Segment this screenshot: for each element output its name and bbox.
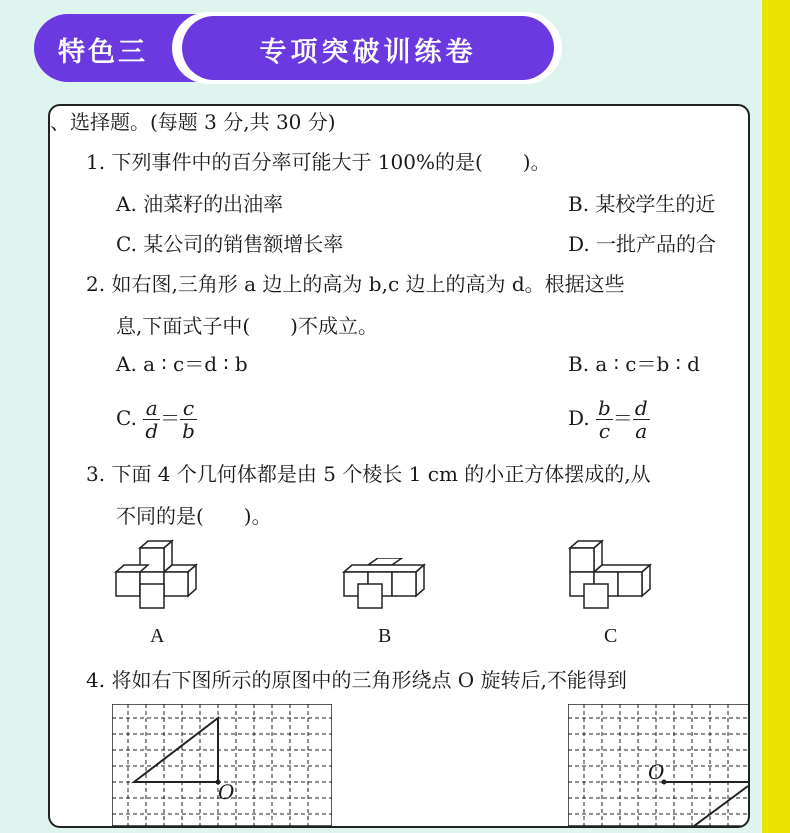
fraction-d-over-a [633,397,650,442]
header-title: 专项突破训练卷 [259,37,477,68]
worksheet-paper [48,104,750,828]
triangle-rotated-edge [664,780,748,782]
cube-label-b: B [378,625,392,647]
fraction-a-over-d [143,397,160,442]
frac-denominator: c [598,419,611,443]
rotation-grid-original [112,704,332,826]
q1-option-b: B. 某校学生的近 [568,192,716,216]
header-left-label: 特色三 [58,37,148,68]
frac-numerator: c [180,397,197,420]
frac-denominator: a [635,419,648,443]
fraction-b-over-c [596,397,613,442]
q2-stem-line1: 2. 如右图,三角形 a 边上的高为 b,c 边上的高为 d。根据这些 [86,272,625,296]
cube-figure-a [112,538,212,618]
q2-option-b: B. a ∶ c＝b ∶ d [568,352,700,376]
frac-denominator: d [145,419,159,443]
q1-option-d: D. 一批产品的合 [568,232,717,256]
section-title: 、选择题。(每题 3 分,共 30 分) [50,110,336,134]
frac-numerator: a [143,397,160,420]
cube-figure-b [340,558,440,622]
point-o-label-right: O [648,760,665,784]
equals-sign: ＝ [612,406,633,430]
cube-label-c: C [604,625,618,647]
q1-option-a: A. 油菜籽的出油率 [116,192,284,216]
q3-stem-line1: 3. 下面 4 个几何体都是由 5 个棱长 1 cm 的小正方体摆成的,从 [86,462,651,486]
frac-numerator: b [598,396,611,420]
q2-option-a: A. a ∶ c＝d ∶ b [116,352,248,376]
cube-label-a: A [150,625,165,647]
q2-option-c-label: C. [116,406,137,430]
equals-sign: ＝ [160,406,181,430]
q2-option-c [116,392,197,444]
yellow-edge-strip [762,0,790,833]
point-o-label-left: O [218,780,235,804]
q2-option-d-label: D. [568,406,590,430]
q2-option-d [568,392,650,444]
q1-stem: 1. 下列事件中的百分率可能大于 100%的是( )。 [86,150,551,174]
frac-numerator: d [634,396,648,420]
fraction-c-over-b [180,397,197,442]
cube-figure-c [566,538,666,618]
frac-denominator: b [182,419,195,443]
q3-stem-line2: 不同的是( )。 [116,504,272,528]
q4-stem: 4. 将如右下图所示的原图中的三角形绕点 O 旋转后,不能得到 [86,668,627,692]
q1-option-c: C. 某公司的销售额增长率 [116,232,344,256]
q2-stem-line2: 息,下面式子中( )不成立。 [116,314,378,338]
